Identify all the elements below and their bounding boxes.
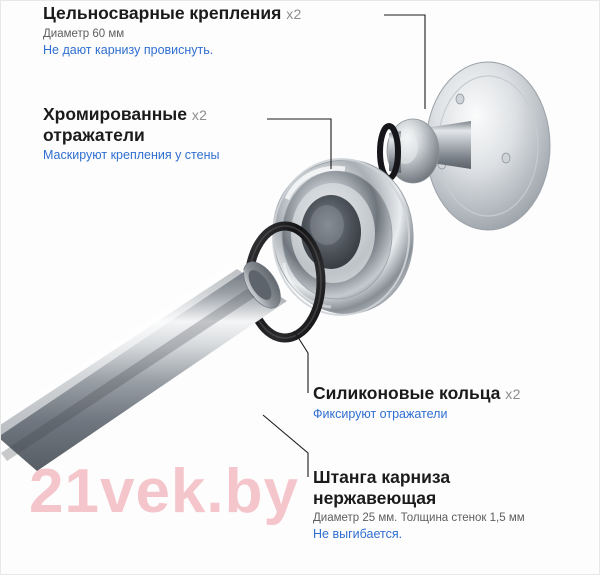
callout-rings-note: Фиксируют отражатели [313,406,448,421]
callout-reflectors [43,104,219,162]
callout-reflectors-title [43,104,219,125]
callout-brackets [43,3,302,57]
callout-rod-title-line2: нержавеющая [313,487,437,508]
callout-rings-title-text: Силиконовые кольца [313,383,501,403]
callout-reflectors-title-line2: отражатели [43,124,145,145]
callout-reflectors-qty: x2 [191,107,208,123]
callout-brackets-title-text: Цельносварные крепления [43,3,282,23]
callout-brackets-title [43,3,302,24]
callout-reflectors-note: Маскируют крепления у стены [43,148,220,163]
watermark: 21vek.by [29,457,299,526]
callout-rings [313,383,521,421]
callout-rings-title [313,383,521,404]
callout-brackets-qty: x2 [286,6,302,22]
curtain-rod-art [1,256,288,471]
chrome-reflector-art [273,159,413,315]
callout-rod-title-line1: Штанга карниза [313,467,451,487]
callout-brackets-note: Не дают карнизу провиснуть. [43,42,214,57]
callout-rod-note: Не выгибается. [313,527,403,542]
callout-reflectors-title-line1: Хромированные [43,104,187,124]
callout-rod-spec: Диаметр 25 мм. Толщина стенок 1,5 мм [313,512,525,525]
callout-rod [313,467,525,541]
callout-brackets-spec: Диаметр 60 мм [43,27,125,40]
callout-rings-qty: x2 [505,386,521,402]
